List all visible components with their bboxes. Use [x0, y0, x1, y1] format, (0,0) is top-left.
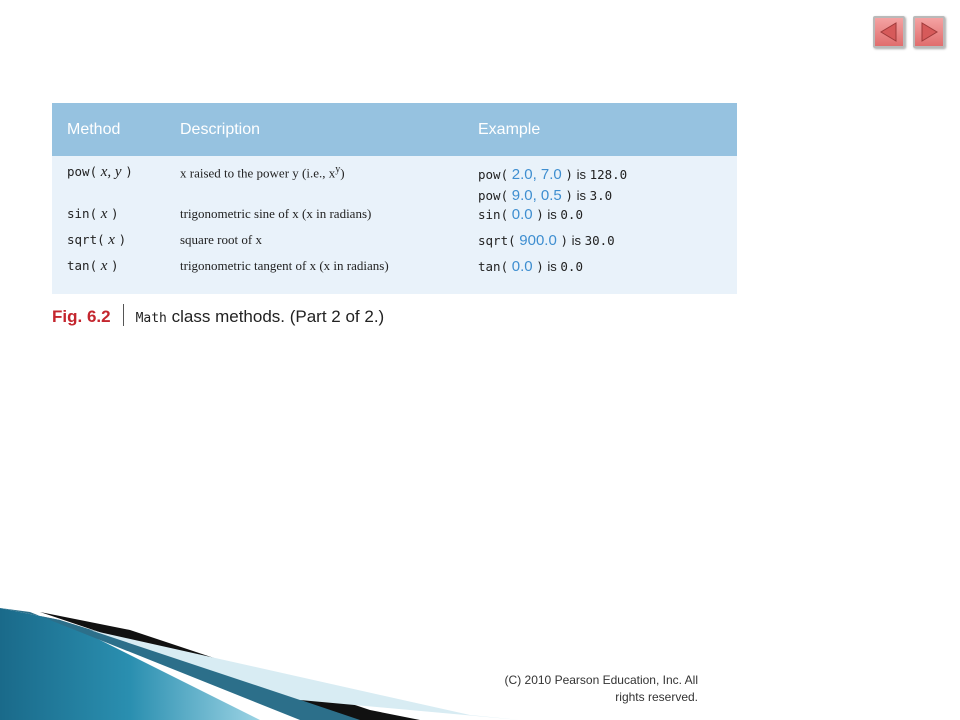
example-call: sin(	[478, 207, 509, 222]
method-close: )	[118, 232, 127, 247]
previous-slide-button[interactable]	[873, 16, 905, 48]
method-args: x	[100, 206, 108, 222]
table-row	[52, 258, 737, 294]
example-result: 0.0	[560, 207, 583, 222]
header-example: Example	[478, 120, 541, 138]
example-is: is	[547, 207, 557, 222]
caption-divider	[123, 304, 124, 326]
method-cell	[52, 156, 180, 206]
example-is: is	[547, 259, 557, 274]
example-call: sqrt(	[478, 233, 516, 248]
method-name: sqrt(	[67, 232, 105, 247]
method-close: )	[125, 164, 133, 179]
math-methods-table	[52, 103, 737, 294]
description-cell: square root of x	[180, 232, 262, 247]
example-args: 0.0	[511, 206, 533, 223]
triangle-left-icon	[875, 18, 903, 46]
example-is: is	[571, 233, 581, 248]
method-args: x, y	[100, 164, 122, 180]
description-cell: trigonometric tangent of x (x in radians)	[180, 258, 389, 273]
table-row	[52, 156, 737, 206]
table-row	[52, 232, 737, 258]
example-line	[478, 185, 737, 206]
example-result: 30.0	[584, 233, 615, 248]
example-result: 3.0	[589, 188, 613, 203]
method-name: tan(	[67, 258, 98, 273]
copyright-line: (C) 2010 Pearson Education, Inc. All	[504, 673, 698, 687]
example-args: 9.0, 0.5	[511, 187, 562, 204]
method-args: x	[108, 232, 115, 248]
example-args: 900.0	[519, 232, 557, 249]
method-close: )	[111, 206, 119, 221]
copyright-notice	[430, 672, 698, 706]
description-end: )	[340, 165, 345, 181]
example-call: pow(	[478, 167, 509, 182]
figure-label: Fig. 6.2	[52, 307, 111, 326]
example-call: pow(	[478, 188, 509, 203]
example-close: )	[565, 188, 573, 203]
description-cell: trigonometric sine of x (x in radians)	[180, 206, 372, 221]
example-close: )	[560, 233, 568, 248]
figure-caption	[52, 304, 384, 327]
example-cell	[478, 258, 737, 294]
example-line	[478, 164, 737, 185]
header-description: Description	[180, 120, 261, 138]
next-slide-button[interactable]	[913, 16, 945, 48]
header-method: Method	[67, 120, 121, 138]
example-cell	[478, 232, 737, 258]
method-name: sin(	[67, 206, 98, 221]
example-close: )	[536, 259, 544, 274]
description-text: x raised to the power y (i.e., x	[180, 165, 336, 181]
example-close: )	[565, 167, 573, 182]
example-result: 0.0	[560, 259, 583, 274]
caption-text: class methods. (Part 2 of 2.)	[171, 307, 385, 326]
method-close: )	[111, 258, 119, 273]
method-args: x	[100, 258, 108, 274]
example-args: 0.0	[511, 258, 533, 275]
table-row	[52, 206, 737, 232]
example-cell	[478, 156, 737, 206]
caption-code: Math	[135, 311, 167, 326]
example-call: tan(	[478, 259, 509, 274]
description-cell	[180, 156, 478, 206]
method-cell	[52, 232, 180, 258]
example-close: )	[536, 207, 544, 222]
method-name: pow(	[67, 164, 98, 179]
triangle-right-icon	[915, 18, 943, 46]
example-is: is	[576, 167, 586, 182]
example-result: 128.0	[589, 167, 628, 182]
example-cell	[478, 206, 737, 232]
method-cell	[52, 258, 180, 294]
example-is: is	[576, 188, 586, 203]
example-args: 2.0, 7.0	[511, 166, 562, 183]
method-cell	[52, 206, 180, 232]
table-header-row	[52, 103, 737, 156]
description-superscript: y	[335, 164, 341, 175]
copyright-line: rights reserved.	[615, 690, 698, 704]
